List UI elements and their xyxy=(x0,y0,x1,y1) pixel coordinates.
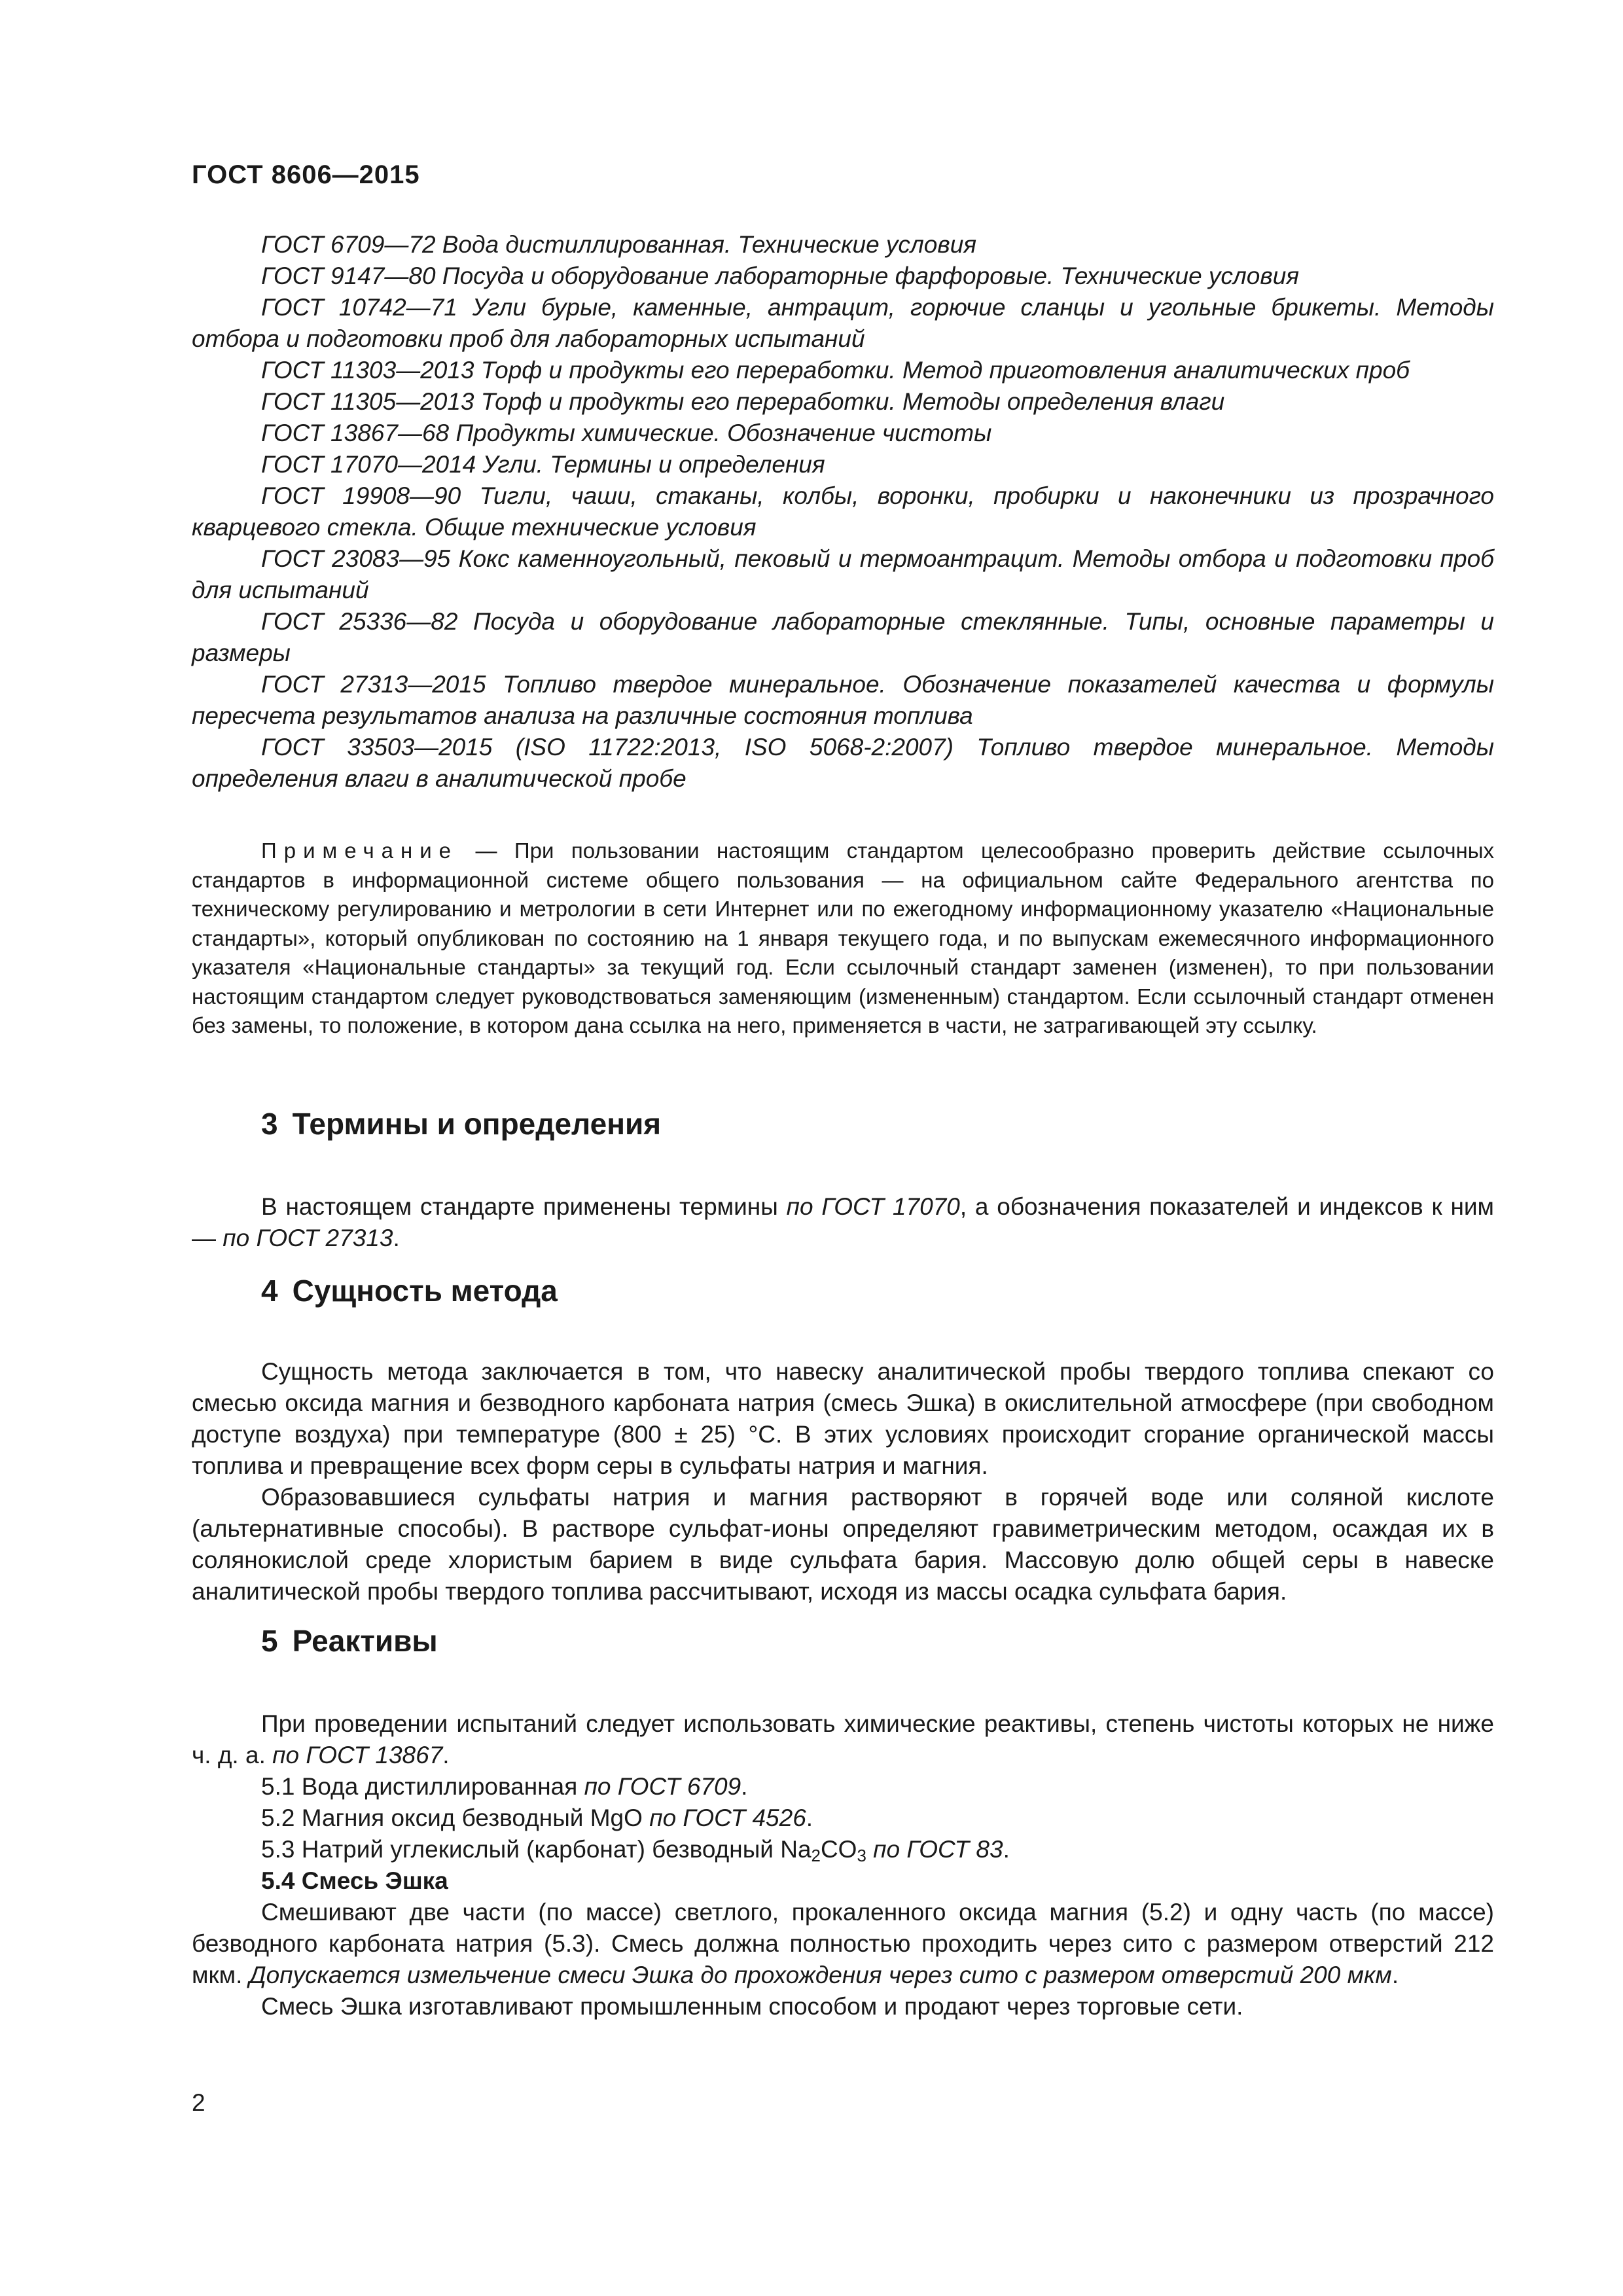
text-run: . xyxy=(442,1742,450,1768)
document-header: ГОСТ 8606—2015 xyxy=(192,160,420,189)
reference-link-text: по ГОСТ 83 xyxy=(866,1836,1003,1863)
normative-references-list xyxy=(192,229,1494,795)
text-run: 5.2 Магния оксид безводный MgO xyxy=(261,1804,650,1831)
text-run: При проведении испытаний следует использовать химические реактивы, степень чистоты которых не ниже ч. д. а. xyxy=(192,1710,1494,1768)
reference-link-text: по ГОСТ 4526 xyxy=(649,1804,806,1831)
text-run: . xyxy=(393,1225,400,1251)
section-5-intro xyxy=(192,1708,1494,1771)
text-run: . xyxy=(741,1773,748,1800)
italic-text-run: Допускается измельчение смеси Эшка до прохождения через сито с размером отверстий 200 мкм xyxy=(249,1962,1392,1988)
subscript: 3 xyxy=(857,1847,866,1865)
text-run: Смешивают две части (по массе) светлого, прокаленного оксида магния (5.2) и одну часть (по массе) безводного карбоната натрия (5.3). Смесь должна полностью проходить через сито с размером отверстий 212 мкм. xyxy=(192,1899,1494,1988)
text-run: , а обозначения показателей и индексов к ним — xyxy=(192,1193,1494,1251)
section-3-body xyxy=(192,1191,1494,1254)
reference-item: ГОСТ 6709—72 Вода дистиллированная. Технические условия xyxy=(261,231,977,258)
reference-item: ГОСТ 11303—2013 Торф и продукты его переработки. Метод приготовления аналитических проб xyxy=(261,357,1410,384)
reference-link-text: по ГОСТ 13867 xyxy=(272,1742,443,1768)
text-run: В настоящем стандарте применены термины xyxy=(261,1193,787,1220)
section-5-heading xyxy=(261,1623,438,1659)
reference-link-text: по ГОСТ 6709 xyxy=(584,1773,741,1800)
reference-link-text: по ГОСТ 17070 xyxy=(786,1193,960,1220)
text-run: CO xyxy=(820,1836,857,1863)
section-4-heading xyxy=(261,1273,558,1308)
section-3-paragraph xyxy=(192,1191,1494,1254)
section-title: Сущность метода xyxy=(292,1274,558,1308)
subsection-5-4-paragraph-2: Смесь Эшка изготавливают промышленным способом и продают через торговые сети. xyxy=(261,1993,1243,2020)
reference-item: ГОСТ 13867—68 Продукты химические. Обозначение чистоты xyxy=(261,420,992,446)
reference-item: ГОСТ 33503—2015 (ISO 11722:2013, ISO 5068-2:2007) Топливо твердое минеральное. Методы определения влаги в аналитической пробе xyxy=(192,734,1494,792)
section-4-paragraph-2: Образовавшиеся сульфаты натрия и магния растворяют в горячей воде или соляной кислоте (альтернативные способы). В растворе сульфат-ионы определяют гравиметрическим методом, осаждая их в солянокислой среде хлористым барием в виде сульфата бария. Массовую долю общей серы в навеске аналитической пробы твердого топлива рассчитывают, исходя из массы осадка сульфата бария. xyxy=(192,1484,1494,1605)
reference-item: ГОСТ 11305—2013 Торф и продукты его переработки. Методы определения влаги xyxy=(261,388,1225,415)
section-4-body xyxy=(192,1356,1494,1607)
reference-item: ГОСТ 19908—90 Тигли, чаши, стаканы, колбы, воронки, пробирки и наконечники из прозрачного кварцевого стекла. Общие технические условия xyxy=(192,482,1494,541)
subsection-5-4-paragraph-1 xyxy=(192,1897,1494,1991)
text-run: 5.3 Натрий углекислый (карбонат) безводный Na xyxy=(261,1836,812,1863)
reference-item: ГОСТ 9147—80 Посуда и оборудование лабораторные фарфоровые. Технические условия xyxy=(261,262,1300,289)
subsection-5-4-heading: 5.4 Смесь Эшка xyxy=(261,1867,448,1894)
section-number: 5 xyxy=(261,1624,278,1658)
note-label: Примечание xyxy=(261,838,459,863)
item-5-3 xyxy=(192,1834,1494,1865)
item-5-2 xyxy=(192,1803,1494,1834)
note-paragraph xyxy=(192,836,1494,1041)
reference-item: ГОСТ 23083—95 Кокс каменноугольный, пековый и термоантрацит. Методы отбора и подготовки проб для испытаний xyxy=(192,545,1494,603)
section-number: 3 xyxy=(261,1107,278,1141)
section-5-body xyxy=(192,1708,1494,2022)
section-3-heading xyxy=(261,1106,661,1141)
note-block xyxy=(192,836,1494,1041)
text-run: 5.1 Вода дистиллированная xyxy=(261,1773,584,1800)
text-run: . xyxy=(806,1804,813,1831)
reference-item: ГОСТ 25336—82 Посуда и оборудование лабораторные стеклянные. Типы, основные параметры и размеры xyxy=(192,608,1494,666)
subscript: 2 xyxy=(811,1847,821,1865)
text-run: . xyxy=(1391,1962,1399,1988)
text-run: . xyxy=(1003,1836,1010,1863)
reference-item: ГОСТ 27313—2015 Топливо твердое минеральное. Обозначение показателей качества и формулы пересчета результатов анализа на различные состояния топлива xyxy=(192,671,1494,729)
reference-link-text: по ГОСТ 27313 xyxy=(223,1225,393,1251)
section-title: Реактивы xyxy=(292,1624,438,1658)
section-title: Термины и определения xyxy=(292,1107,662,1141)
reference-item: ГОСТ 10742—71 Угли бурые, каменные, антрацит, горючие сланцы и угольные брикеты. Методы отбора и подготовки проб для лабораторных испытаний xyxy=(192,294,1494,352)
note-text: — При пользовании настоящим стандартом целесообразно проверить действие ссылочных стандартов в информационной системе общего пользования — на официальном сайте Федерального агентства по техническому регулированию и метрологии в сети Интернет или по ежегодному информационному указателю «Национальные стандарты», который опубликован по состоянию на 1 января текущего года, и по выпускам ежемесячного информационного указателя «Национальные стандарты» за текущий год. Если ссылочный стандарт заменен (изменен), то при пользовании настоящим стандартом следует руководствоваться заменяющим (измененным) стандартом. Если ссылочный стандарт отменен без замены, то положение, в котором дана ссылка на него, применяется в части, не затрагивающей эту ссылку. xyxy=(192,838,1494,1037)
page-number: 2 xyxy=(192,2089,205,2116)
section-4-paragraph-1: Сущность метода заключается в том, что навеску аналитической пробы твердого топлива спекают со смесью оксида магния и безводного карбоната натрия (смесь Эшка) в окислительной атмосфере (при свободном доступе воздуха) при температуре (800 ± 25) °С. В этих условиях происходит сгорание органической массы топлива и превращение всех форм серы в сульфаты натрия и магния. xyxy=(192,1358,1494,1479)
section-number: 4 xyxy=(261,1274,278,1308)
item-5-1 xyxy=(192,1771,1494,1803)
reference-item: ГОСТ 17070—2014 Угли. Термины и определения xyxy=(261,451,825,478)
